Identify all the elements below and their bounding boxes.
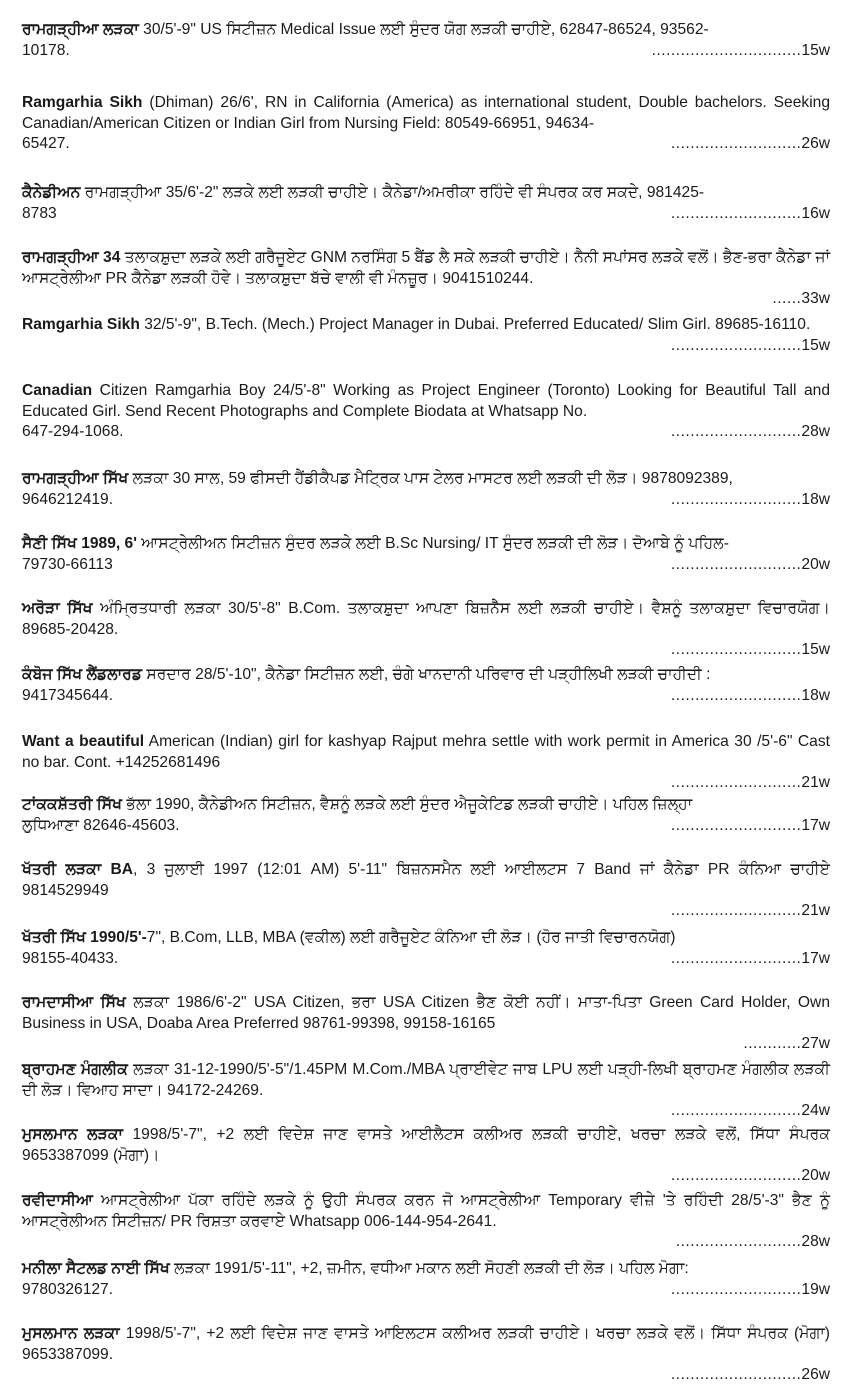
ad-lead: ਰਾਮਗੜ੍ਹੀਆ 34 (22, 249, 121, 266)
ad-leader-dots: ........................... (670, 135, 802, 152)
ad-price: 17w (801, 949, 830, 967)
ad-price-line (22, 1232, 830, 1253)
ad-price-line (22, 289, 830, 310)
classified-ad (22, 534, 830, 575)
ad-body (22, 20, 830, 41)
ad-text: (Dhiman) 26/6', RN in California (America) as international student, Double bachelors. Seeking Canadian/American Citizen or Indian Girl from Nursing Field: 80549-66951, 94634- (22, 94, 831, 132)
ad-price-line (22, 1166, 830, 1187)
ad-lead: ਰਾਮਗੜ੍ਹੀਆ ਲੜਕਾ (22, 21, 139, 38)
ad-price: 21w (801, 774, 830, 791)
classified-ad (22, 860, 830, 922)
ad-price: 18w (801, 686, 830, 704)
ad-text: ਅੰਮ੍ਰਿਤਧਾਰੀ ਲੜਕਾ 30/5'-8" B.Com. ਤਲਾਕਸ਼ੁਦਾ ਆਪਣਾ ਬਿਜ਼ਨੈੱਸ ਲਈ ਲੜਕੀ ਚਾਹੀਏ। ਵੈਸ਼ਨੂੰ ਤਲਾਕਸ਼ੁਦਾ ਵਿਚਾਰਯੋਗ। 89685-20428. (22, 600, 830, 638)
ad-leader-dots: ........................... (670, 204, 802, 222)
ad-tail: 8783 (22, 204, 57, 222)
ad-body (22, 1324, 830, 1365)
classified-ad (22, 599, 830, 661)
ad-leader-dots: ........................... (670, 1280, 802, 1298)
classified-ad (22, 1259, 830, 1300)
ad-body (22, 860, 830, 901)
classified-ad (22, 732, 830, 794)
ad-body (22, 93, 830, 134)
ad-price: 15w (801, 336, 830, 354)
ad-lead: ਖੱਤਰੀ ਲੜਕਾ BA (22, 861, 134, 878)
ad-price-line (22, 134, 830, 155)
classified-ad (22, 993, 830, 1055)
ad-body (22, 1060, 830, 1101)
ad-body (22, 928, 830, 949)
ad-body (22, 795, 830, 816)
ad-price-line (22, 1101, 830, 1122)
ad-price: 15w (801, 41, 830, 59)
ad-price: 17w (801, 816, 830, 834)
classified-ad (22, 315, 830, 356)
ad-price-line (22, 686, 830, 707)
ad-body (22, 1191, 830, 1232)
classified-ad (22, 795, 830, 836)
classified-ad (22, 20, 830, 61)
ad-leader-dots: ...... (772, 290, 802, 307)
ad-price-line (22, 555, 830, 576)
ad-leader-dots: ........................... (670, 1102, 802, 1119)
ad-text: ਲੜਕਾ 1991/5'-11", +2, ਜ਼ਮੀਨ, ਵਧੀਆ ਮਕਾਨ ਲਈ ਸੋਹਣੀ ਲੜਕੀ ਦੀ ਲੋੜ। ਪਹਿਲ ਮੋਗਾ: (169, 1260, 689, 1277)
ad-leader-dots: ........................... (670, 336, 802, 354)
ad-price-line (22, 1280, 830, 1301)
classified-ad (22, 1060, 830, 1122)
ad-price: 20w (801, 1167, 830, 1184)
ad-price-line (22, 336, 830, 357)
ad-tail: 10178. (22, 41, 70, 59)
ad-lead: ਰਾਮਗੜ੍ਹੀਆ ਸਿੱਖ (22, 470, 129, 487)
ad-leader-dots: ........................... (670, 641, 802, 658)
classified-ad (22, 928, 830, 969)
ad-price-line (22, 773, 830, 794)
ad-lead: Canadian (22, 382, 93, 399)
ad-price: 26w (801, 135, 830, 152)
ad-text: 1998/5'-7", +2 ਲਈ ਵਿਦੇਸ਼ ਜਾਣ ਵਾਸਤੇ ਆਇਲਟਸ ਕਲੀਅਰ ਲੜਕੀ ਚਾਹੀਏ। ਖਰਚਾ ਲੜਕੇ ਵਲੋਂ। ਸਿੱਧਾ ਸੰਪਰਕ (ਮੋਗਾ) 9653387099. (22, 1325, 830, 1363)
classified-ad (22, 248, 830, 310)
ad-tail: 65427. (22, 135, 70, 152)
ad-text: ਲੜਕਾ 30 ਸਾਲ, 59 ਫੀਸਦੀ ਹੈਂਡੀਕੈਪਡ ਮੈਟ੍ਰਿਕ ਪਾਸ ਟੇਲਰ ਮਾਸਟਰ ਲਈ ਲੜਕੀ ਦੀ ਲੋੜ। 9878092389, (128, 470, 733, 487)
ad-tail: 79730-66113 (22, 555, 113, 573)
ad-lead: ਰਾਮਦਾਸੀਆ ਸਿੱਖ (22, 994, 126, 1011)
ad-leader-dots: ........................... (670, 816, 802, 834)
ad-lead: ਕੈਨੇਡੀਅਨ (22, 184, 81, 201)
ad-body (22, 315, 830, 336)
ad-text: , 3 ਜੁਲਾਈ 1997 (12:01 AM) 5'-11" ਬਿਜ਼ਨਸਮੈਨ ਲਈ ਆਈਲਟਸ 7 Band ਜਾਂ ਕੈਨੇਡਾ PR ਕੰਨਿਆ ਚਾਹੀਏ 9814529949 (22, 861, 830, 899)
ad-lead: ਟਾਂਕਕਸ਼ੱਤਰੀ ਸਿੱਖ (22, 796, 123, 813)
ad-lead: ਅਰੋੜਾ ਸਿੱਖ (22, 600, 93, 617)
ad-price: 24w (801, 1102, 830, 1119)
ad-text: 32/5'-9", B.Tech. (Mech.) Project Manager in Dubai. Preferred Educated/ Slim Girl. 89685-16110. (139, 316, 811, 333)
ad-text: ਰਾਮਗੜ੍ਹੀਆ 35/6'-2" ਲੜਕੇ ਲਈ ਲੜਕੀ ਚਾਹੀਏ। ਕੈਨੇਡਾ/ਅਮਰੀਕਾ ਰਹਿੰਦੇ ਵੀ ਸੰਪਰਕ ਕਰ ਸਕਦੇ, 981425- (80, 184, 705, 201)
classified-ad (22, 183, 830, 224)
ad-body (22, 469, 830, 490)
classified-ad (22, 1191, 830, 1253)
ad-text: ਲੜਕਾ 31-12-1990/5'-5"/1.45PM M.Com./MBA ਪ੍ਰਾਈਵੇਟ ਜਾਬ LPU ਲਈ ਪੜ੍ਹੀ-ਲਿਖੀ ਬ੍ਰਾਹਮਣ ਮੰਗਲੀਕ ਲੜਕੀ ਦੀ ਲੋੜ। ਵਿਆਹ ਸਾਦਾ। 94172-24269. (22, 1061, 830, 1099)
ad-price-line (22, 1034, 830, 1055)
ad-body (22, 534, 830, 555)
ad-price: 18w (801, 490, 830, 508)
ad-body (22, 732, 830, 773)
ad-body (22, 248, 830, 289)
ad-lead: ਖੱਤਰੀ ਸਿੱਖ 1990/5'- (22, 929, 147, 946)
ad-price-line (22, 816, 830, 837)
ad-text: 30/5'-9" US ਸਿਟੀਜ਼ਨ Medical Issue ਲਈ ਸੁੰਦਰ ਯੋਗ ਲੜਕੀ ਚਾਹੀਏ, 62847-86524, 93562- (138, 21, 709, 38)
ad-tail: 9417345644. (22, 686, 114, 704)
ad-lead: Want a beautiful (22, 733, 145, 750)
ad-leader-dots: ........................... (670, 902, 802, 919)
ad-lead: ਕੰਬੋਜ ਸਿੱਖ ਲੈਂਡਲਾਰਡ (22, 666, 142, 683)
ad-price-line (22, 41, 830, 62)
ad-leader-dots: ........................... (670, 1167, 802, 1184)
ad-text: American (Indian) girl for kashyap Rajput mehra settle with work permit in America 30 /5'-6" Cast no bar. Cont. +14252681496 (22, 733, 830, 771)
ad-lead: Ramgarhia Sikh (22, 94, 143, 111)
ad-price-line (22, 204, 830, 225)
classified-ad (22, 665, 830, 706)
ad-price-line (22, 1365, 830, 1386)
ad-text: ਲੜਕਾ 1986/6'-2" USA Citizen, ਭਰਾ USA Citizen ਭੈਣ ਕੋਈ ਨਹੀਂ। ਮਾਤਾ-ਪਿਤਾ Green Card Holder, Own Business in USA, Doaba Area Preferred 98761-99398, 99158-16165 (22, 994, 830, 1032)
ad-tail: ਲੁਧਿਆਣਾ 82646-45603. (22, 816, 180, 834)
ad-price: 16w (801, 204, 830, 222)
ad-price: 28w (801, 1233, 830, 1250)
ad-tail: 98155-40433. (22, 949, 119, 967)
ad-text: 1998/5'-7", +2 ਲਈ ਵਿਦੇਸ਼ ਜਾਣ ਵਾਸਤੇ ਆਈਲੈਟਸ ਕਲੀਅਰ ਲੜਕੀ ਚਾਹੀਏ, ਖਰਚਾ ਲੜਕੇ ਵਲੋਂ, ਸਿੱਧਾ ਸੰਪਰਕ 9653387099 (ਮੋਗਾ)। (22, 1126, 830, 1164)
ad-price: 20w (801, 555, 830, 573)
ad-leader-dots: ........................... (670, 1366, 802, 1383)
ad-text: Citizen Ramgarhia Boy 24/5'-8" Working as Project Engineer (Toronto) Looking for Beautiful Tall and Educated Girl. Send Recent Photographs and Complete Biodata at Whatsapp No. (22, 382, 830, 420)
ad-text: ਆਸਟ੍ਰੇਲੀਅਨ ਸਿਟੀਜ਼ਨ ਸੁੰਦਰ ਲੜਕੇ ਲਈ B.Sc Nursing/ IT ਸੁੰਦਰ ਲੜਕੀ ਦੀ ਲੋੜ। ਦੋਆਬੇ ਨੂੰ ਪਹਿਲ- (136, 535, 729, 552)
ad-leader-dots: .......................... (675, 1233, 802, 1250)
ad-tail: 9646212419. (22, 490, 114, 508)
ad-text: 7", B.Com, LLB, MBA (ਵਕੀਲ) ਲਈ ਗਰੈਜੂਏਟ ਕੰਨਿਆ ਦੀ ਲੋੜ। (ਹੋਰ ਜਾਤੀ ਵਿਚਾਰਨਯੋਗ) (146, 929, 676, 946)
ad-leader-dots: ........................... (670, 490, 802, 508)
ad-price-line (22, 422, 830, 443)
ad-leader-dots: ........................... (670, 774, 802, 791)
classified-ad (22, 381, 830, 443)
ad-leader-dots: ............ (743, 1035, 802, 1052)
classified-ad (22, 1125, 830, 1187)
ad-price: 15w (801, 641, 830, 658)
ad-text: ਤਲਾਕਸ਼ੁਦਾ ਲੜਕੇ ਲਈ ਗਰੈਜੂਏਟ GNM ਨਰਸਿੰਗ 5 ਬੈਂਡ ਲੈ ਸਕੇ ਲੜਕੀ ਚਾਹੀਏ। ਨੈਨੀ ਸਪਾਂਸਰ ਲੜਕੇ ਵਲੋਂ। ਭੈਣ-ਭਰਾ ਕੈਨੇਡਾ ਜਾਂ ਆਸਟ੍ਰੇਲੀਆ PR ਕੈਨੇਡਾ ਲੜਕੀ ਹੋਵੇ। ਤਲਾਕਸ਼ੁਦਾ ਬੱਚੇ ਵਾਲੀ ਵੀ ਮੰਨਜ਼ੂਰ। 9041510244. (22, 249, 830, 287)
ad-text: ਆਸਟ੍ਰੇਲੀਆ ਪੱਕਾ ਰਹਿੰਦੇ ਲੜਕੇ ਨੂੰ ਉਹੀ ਸੰਪਰਕ ਕਰਨ ਜੋ ਆਸਟ੍ਰੇਲੀਆ Temporary ਵੀਜ਼ੇ 'ਤੇ ਰਹਿੰਦੀ 28/5'-3" ਭੈਣ ਨੂੰ ਆਸਟ੍ਰੇਲੀਅਨ ਸਿਟੀਜ਼ਨ/ PR ਰਿਸ਼ਤਾ ਕਰਵਾਏ Whatsapp 006-144-954-2641. (22, 1192, 830, 1230)
ad-text: ਸਰਦਾਰ 28/5'-10", ਕੈਨੇਡਾ ਸਿਟੀਜ਼ਨ ਲਈ, ਚੰਗੇ ਖਾਨਦਾਨੀ ਪਰਿਵਾਰ ਦੀ ਪੜ੍ਹੀਲਿਖੀ ਲੜਕੀ ਚਾਹੀਦੀ : (142, 666, 711, 683)
ad-price: 21w (801, 902, 830, 919)
classified-ad (22, 469, 830, 510)
ad-lead: ਰਵੀਦਾਸੀਆ (22, 1192, 93, 1209)
ad-lead: ਮੁਸਲਮਾਨ ਲੜਕਾ (22, 1126, 123, 1143)
ad-price-line (22, 949, 830, 970)
ad-price-line (22, 901, 830, 922)
ad-body (22, 599, 830, 640)
ad-tail: 9780326127. (22, 1280, 114, 1298)
ad-leader-dots: ........................... (670, 949, 802, 967)
ad-lead: ਸੈਣੀ ਸਿੱਖ 1989, 6' (22, 535, 137, 552)
classified-ad (22, 1324, 830, 1386)
ad-lead: ਬ੍ਰਾਹਮਣ ਮੰਗਲੀਕ (22, 1061, 128, 1078)
ad-leader-dots: ........................... (670, 686, 802, 704)
ad-price: 19w (801, 1280, 830, 1298)
ad-tail: 647-294-1068. (22, 423, 124, 440)
ad-body (22, 1125, 830, 1166)
ad-lead: ਮਨੀਲਾ ਸੈਟਲਡ ਨਾਈ ਸਿੱਖ (22, 1260, 170, 1277)
classified-ad (22, 93, 830, 155)
ad-body (22, 665, 830, 686)
ad-body (22, 183, 830, 204)
ad-price: 27w (801, 1035, 830, 1052)
ad-leader-dots: ............................... (651, 41, 802, 59)
ad-price: 33w (801, 290, 830, 307)
ad-price: 28w (801, 423, 830, 440)
ad-price: 26w (801, 1366, 830, 1383)
ad-body (22, 381, 830, 422)
ad-price-line (22, 640, 830, 661)
ad-text: ਭੱਲਾ 1990, ਕੈਨੇਡੀਅਨ ਸਿਟੀਜ਼ਨ, ਵੈਸ਼ਨੂੰ ਲੜਕੇ ਲਈ ਸੁੰਦਰ ਐਜੂਕੇਟਿਡ ਲੜਕੀ ਚਾਹੀਏ। ਪਹਿਲ ਜ਼ਿਲ੍ਹਾ (122, 796, 693, 813)
ad-lead: ਮੁਸਲਮਾਨ ਲੜਕਾ (22, 1325, 120, 1342)
ad-lead: Ramgarhia Sikh (22, 316, 140, 333)
ad-price-line (22, 490, 830, 511)
ad-body (22, 1259, 830, 1280)
ad-leader-dots: ........................... (670, 423, 802, 440)
ad-body (22, 993, 830, 1034)
ad-leader-dots: ........................... (670, 555, 802, 573)
